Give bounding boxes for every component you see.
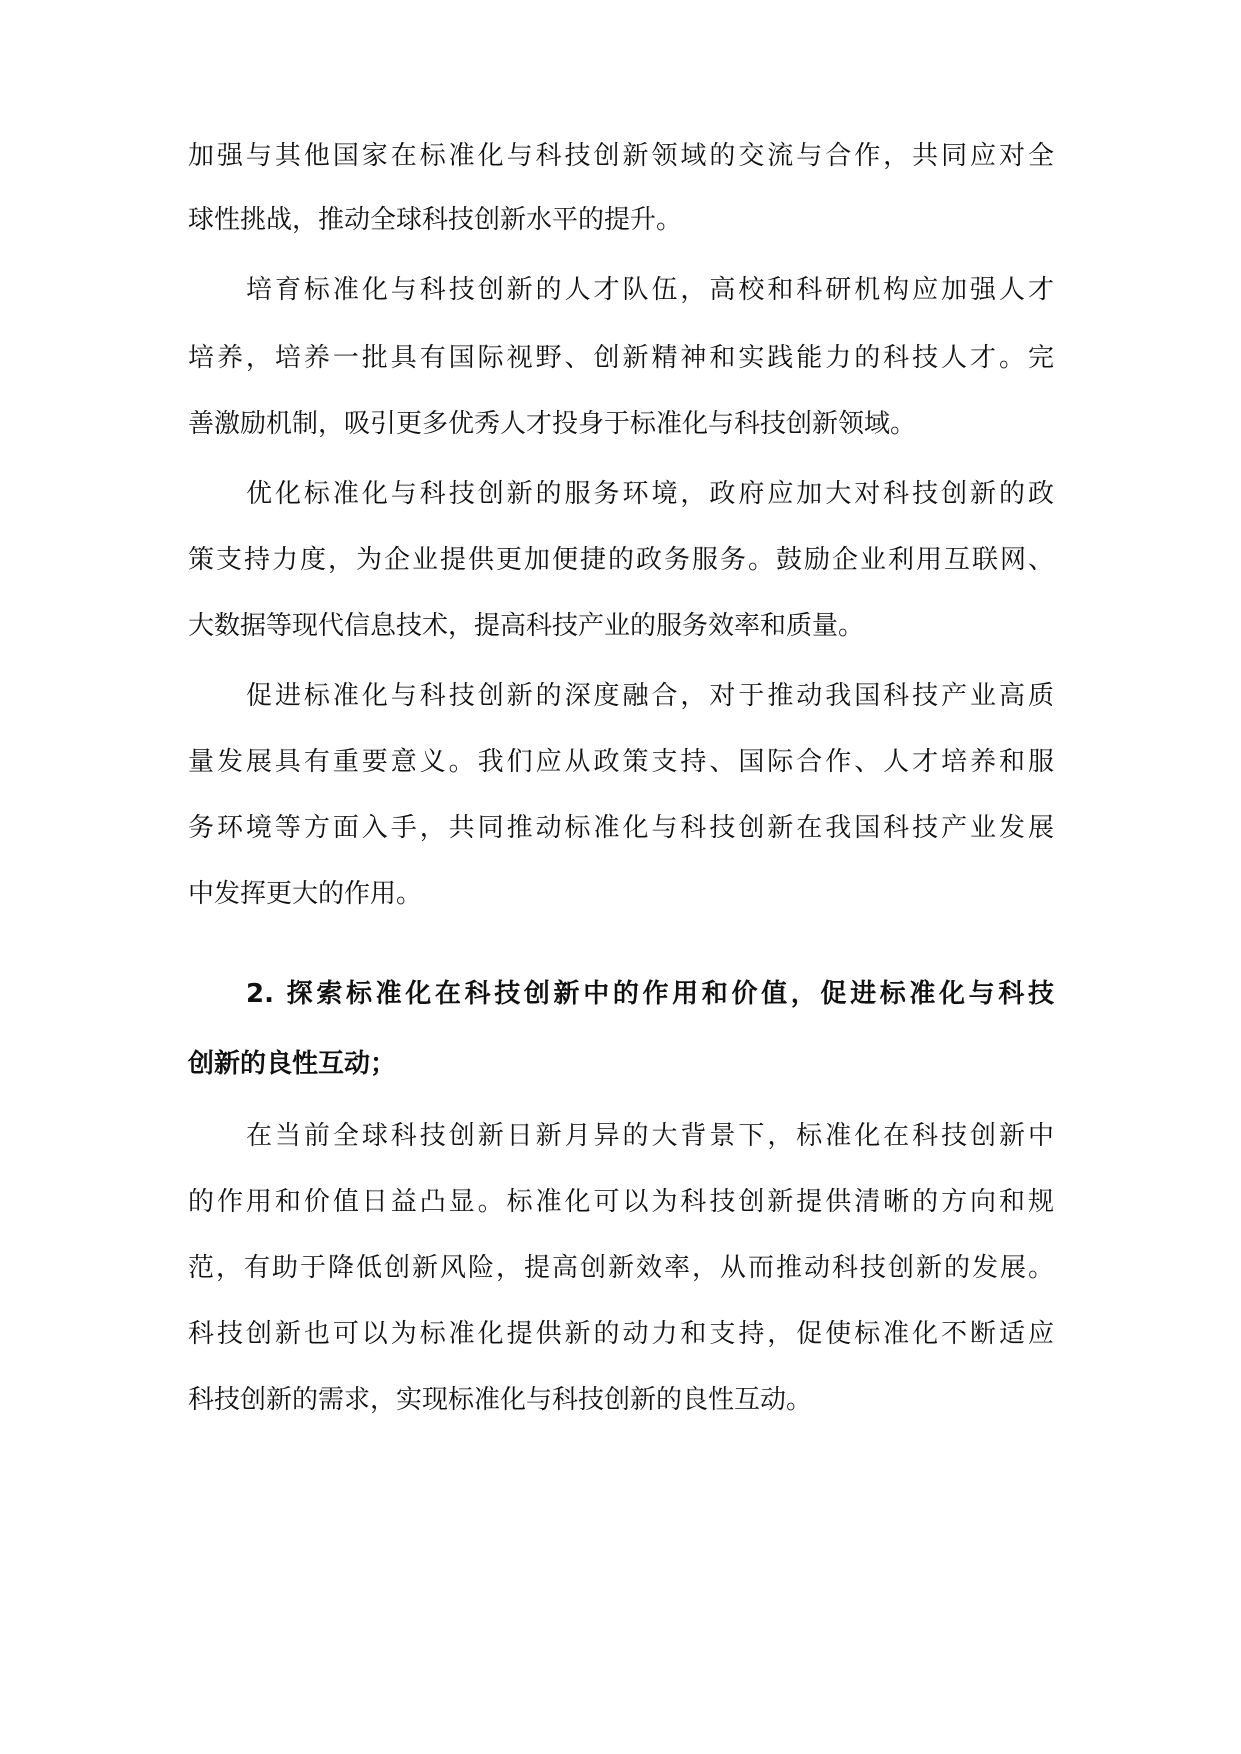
section-heading-line-2: 创新的良性互动； bbox=[188, 1049, 397, 1079]
paragraph-2-line-3: 善激励机制，吸引更多优秀人才投身于标准化与科技创新领域。 bbox=[188, 409, 917, 439]
paragraph-2-line-1: 培育标准化与科技创新的人才队伍，高校和科研机构应加强人才 bbox=[246, 275, 1054, 305]
final-paragraph-line-1: 在当前全球科技创新日新月异的大背景下，标准化在科技创新中 bbox=[246, 1121, 1054, 1151]
paragraph-1-line-1: 加强与其他国家在标准化与科技创新领域的交流与合作，共同应对全 bbox=[188, 141, 1054, 171]
section-heading-line-1: 2. 探索标准化在科技创新中的作用和价值，促进标准化与科技 bbox=[246, 979, 1054, 1009]
final-paragraph-line-2: 的作用和价值日益凸显。标准化可以为科技创新提供清晰的方向和规 bbox=[188, 1187, 1054, 1217]
final-paragraph-line-4: 科技创新也可以为标准化提供新的动力和支持，促使标准化不断适应 bbox=[188, 1319, 1054, 1349]
paragraph-4-line-3: 务环境等方面入手，共同推动标准化与科技创新在我国科技产业发展 bbox=[188, 813, 1054, 843]
paragraph-4-line-2: 量发展具有重要意义。我们应从政策支持、国际合作、人才培养和服 bbox=[188, 747, 1054, 777]
paragraph-2-line-2: 培养，培养一批具有国际视野、创新精神和实践能力的科技人才。完 bbox=[188, 343, 1054, 373]
paragraph-1-line-2: 球性挑战，推动全球科技创新水平的提升。 bbox=[188, 205, 683, 235]
paragraph-4-line-4: 中发挥更大的作用。 bbox=[188, 879, 423, 909]
paragraph-3-line-1: 优化标准化与科技创新的服务环境，政府应加大对科技创新的政 bbox=[246, 479, 1054, 509]
paragraph-3-line-2: 策支持力度，为企业提供更加便捷的政务服务。鼓励企业利用互联网、 bbox=[188, 545, 1054, 575]
paragraph-3-line-3: 大数据等现代信息技术，提高科技产业的服务效率和质量。 bbox=[188, 611, 865, 641]
final-paragraph-line-3: 范，有助于降低创新风险，提高创新效率，从而推动科技创新的发展。 bbox=[188, 1253, 1054, 1283]
final-paragraph-line-5: 科技创新的需求，实现标准化与科技创新的良性互动。 bbox=[188, 1385, 813, 1415]
paragraph-4-line-1: 促进标准化与科技创新的深度融合，对于推动我国科技产业高质 bbox=[246, 681, 1054, 711]
